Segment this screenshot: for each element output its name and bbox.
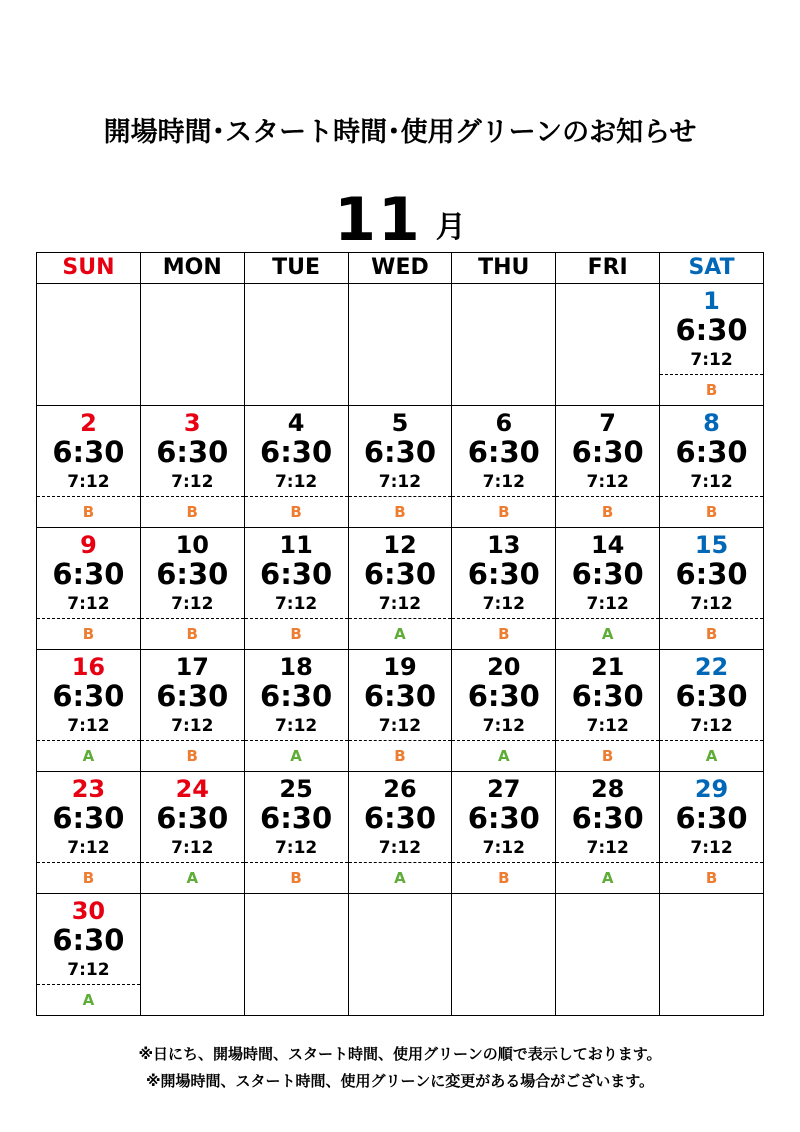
day-cell-content xyxy=(245,650,348,771)
day-cell-content xyxy=(37,894,140,1015)
green-course: A xyxy=(394,625,406,643)
month-unit: 月 xyxy=(435,210,466,245)
green-course: B xyxy=(82,625,95,643)
day-number: 15 xyxy=(694,531,729,559)
opening-time: 6:30 xyxy=(52,923,125,957)
empty-cell-content xyxy=(556,284,659,405)
empty-cell-content xyxy=(245,284,348,405)
day-cell-content xyxy=(556,528,659,649)
green-course: B xyxy=(82,869,95,887)
calendar-table xyxy=(36,252,764,1016)
weekday-header-tue: TUE xyxy=(244,253,348,284)
opening-time: 6:30 xyxy=(675,679,748,713)
opening-time: 6:30 xyxy=(571,801,644,835)
start-time: 7:12 xyxy=(67,472,110,492)
day-number: 18 xyxy=(279,653,313,681)
day-number: 25 xyxy=(279,775,313,803)
dashed-divider xyxy=(141,618,244,619)
dashed-divider xyxy=(556,496,659,497)
day-cell-content xyxy=(349,406,452,527)
start-time: 7:12 xyxy=(274,838,318,858)
day-number: 20 xyxy=(487,653,521,681)
start-time: 7:12 xyxy=(586,594,629,614)
opening-time: 6:30 xyxy=(363,679,437,713)
start-time: 7:12 xyxy=(67,594,110,614)
day-cell-content xyxy=(660,284,763,405)
opening-time: 6:30 xyxy=(363,801,437,835)
green-course: B xyxy=(705,503,718,521)
start-time: 7:12 xyxy=(586,472,629,492)
day-number: 29 xyxy=(694,775,729,803)
day-cell xyxy=(348,528,452,650)
weekday-header-wed: WED xyxy=(348,253,452,284)
opening-time: 6:30 xyxy=(675,435,748,469)
green-course: A xyxy=(82,991,95,1009)
day-cell xyxy=(140,406,244,528)
day-cell-content xyxy=(660,528,763,649)
day-cell-content xyxy=(141,528,244,649)
day-number: 14 xyxy=(590,531,625,559)
dashed-divider xyxy=(141,740,244,741)
day-cell-content xyxy=(141,650,244,771)
green-course: B xyxy=(705,625,718,643)
day-cell xyxy=(452,772,556,894)
opening-time: 6:30 xyxy=(571,679,644,713)
footnote-display-order: ※日にち、開場時間、スタート時間、使用グリーンの順で表示しております。 xyxy=(138,1045,662,1063)
opening-time: 6:30 xyxy=(52,557,125,591)
dashed-divider xyxy=(37,618,140,619)
dashed-divider xyxy=(452,740,555,741)
day-cell xyxy=(244,772,348,894)
day-number: 2 xyxy=(80,409,97,437)
opening-time: 6:30 xyxy=(675,557,748,591)
day-cell-content xyxy=(452,406,555,527)
day-cell xyxy=(244,406,348,528)
start-time: 7:12 xyxy=(690,838,733,858)
opening-time: 6:30 xyxy=(52,435,125,469)
day-number: 27 xyxy=(487,775,521,803)
day-cell xyxy=(660,284,764,406)
dashed-divider xyxy=(37,740,140,741)
green-course: B xyxy=(705,869,718,887)
start-time: 7:12 xyxy=(690,472,733,492)
start-time: 7:12 xyxy=(482,716,525,736)
empty-cell-content xyxy=(452,284,555,405)
day-cell-content xyxy=(245,772,348,893)
opening-time: 6:30 xyxy=(156,679,229,713)
day-cell-content xyxy=(556,406,659,527)
dashed-divider xyxy=(141,862,244,863)
dashed-divider xyxy=(245,496,348,497)
day-cell-content xyxy=(452,528,555,649)
weekday-header-fri: FRI xyxy=(556,253,660,284)
opening-time: 6:30 xyxy=(675,801,748,835)
day-cell xyxy=(660,528,764,650)
dashed-divider xyxy=(245,862,348,863)
empty-cell xyxy=(556,284,660,406)
green-course: A xyxy=(186,869,199,887)
day-cell-content xyxy=(452,772,555,893)
day-cell xyxy=(348,772,452,894)
empty-cell xyxy=(452,894,556,1016)
dashed-divider xyxy=(245,740,348,741)
start-time: 7:12 xyxy=(274,472,318,492)
dashed-divider xyxy=(452,496,555,497)
dashed-divider xyxy=(245,618,348,619)
day-cell-content xyxy=(37,406,140,527)
start-time: 7:12 xyxy=(67,960,110,980)
calendar-week-row xyxy=(37,894,764,1016)
opening-time: 6:30 xyxy=(467,557,540,591)
day-cell-content xyxy=(37,772,140,893)
empty-cell-content xyxy=(245,894,348,1015)
dashed-divider xyxy=(556,862,659,863)
weekday-header-thu: THU xyxy=(452,253,556,284)
weekday-header-mon: MON xyxy=(140,253,244,284)
calendar-week-row xyxy=(37,406,764,528)
day-cell xyxy=(37,406,141,528)
day-cell xyxy=(556,406,660,528)
empty-cell-content xyxy=(37,284,140,405)
green-course: B xyxy=(186,503,198,521)
day-number: 12 xyxy=(383,531,417,559)
calendar-body xyxy=(37,284,764,1016)
empty-cell xyxy=(244,894,348,1016)
empty-cell-content xyxy=(660,894,763,1015)
weekday-header-row xyxy=(37,253,764,284)
day-cell-content xyxy=(349,772,452,893)
page-title: 開場時間･スタート時間･使用グリーンのお知らせ xyxy=(103,117,697,148)
day-cell xyxy=(452,406,556,528)
opening-time: 6:30 xyxy=(52,679,125,713)
opening-time: 6:30 xyxy=(363,435,437,469)
day-cell xyxy=(37,894,141,1016)
green-course: B xyxy=(498,869,510,887)
start-time: 7:12 xyxy=(690,716,733,736)
green-course: B xyxy=(186,747,198,765)
dashed-divider xyxy=(141,496,244,497)
green-course: B xyxy=(186,625,198,643)
green-course: A xyxy=(290,747,302,765)
green-course: B xyxy=(705,381,718,399)
empty-cell-content xyxy=(141,284,244,405)
opening-time: 6:30 xyxy=(260,801,333,835)
opening-time: 6:30 xyxy=(675,313,748,347)
opening-time: 6:30 xyxy=(156,801,229,835)
green-course: B xyxy=(290,869,302,887)
day-cell-content xyxy=(141,772,244,893)
start-time: 7:12 xyxy=(171,838,214,858)
dashed-divider xyxy=(349,496,452,497)
start-time: 7:12 xyxy=(690,350,733,370)
start-time: 7:12 xyxy=(378,594,422,614)
dashed-divider xyxy=(556,740,659,741)
start-time: 7:12 xyxy=(586,838,629,858)
day-number: 5 xyxy=(391,409,409,437)
dashed-divider xyxy=(660,862,763,863)
dashed-divider xyxy=(660,618,763,619)
green-course: B xyxy=(601,503,614,521)
start-time: 7:12 xyxy=(67,716,110,736)
month-number: 11 xyxy=(334,185,422,255)
month-heading xyxy=(0,185,800,255)
day-cell xyxy=(244,650,348,772)
day-cell xyxy=(37,528,141,650)
day-cell xyxy=(556,650,660,772)
day-cell-content xyxy=(349,528,452,649)
dashed-divider xyxy=(349,862,452,863)
green-course: B xyxy=(394,747,406,765)
day-cell-content xyxy=(556,772,659,893)
opening-time: 6:30 xyxy=(467,679,540,713)
calendar-week-row xyxy=(37,284,764,406)
opening-time: 6:30 xyxy=(467,435,540,469)
day-cell-content xyxy=(349,650,452,771)
day-number: 8 xyxy=(703,409,720,437)
day-cell-content xyxy=(141,406,244,527)
green-course: B xyxy=(498,503,510,521)
day-number: 3 xyxy=(183,409,201,437)
day-cell xyxy=(348,406,452,528)
empty-cell-content xyxy=(452,894,555,1015)
empty-cell xyxy=(660,894,764,1016)
start-time: 7:12 xyxy=(586,716,629,736)
day-number: 1 xyxy=(703,287,720,315)
dashed-divider xyxy=(556,618,659,619)
day-cell xyxy=(660,772,764,894)
day-cell xyxy=(556,772,660,894)
empty-cell xyxy=(37,284,141,406)
day-cell xyxy=(452,528,556,650)
dashed-divider xyxy=(452,862,555,863)
day-number: 16 xyxy=(71,653,106,681)
green-course: B xyxy=(394,503,406,521)
green-course: B xyxy=(82,503,95,521)
day-cell-content xyxy=(245,406,348,527)
day-number: 17 xyxy=(175,653,209,681)
empty-cell xyxy=(348,284,452,406)
empty-cell xyxy=(140,894,244,1016)
day-cell xyxy=(660,650,764,772)
day-number: 23 xyxy=(71,775,106,803)
day-number: 10 xyxy=(175,531,209,559)
footnote-change-notice: ※開場時間、スタート時間、使用グリーンに変更がある場合がございます。 xyxy=(145,1072,655,1090)
calendar-week-row xyxy=(37,772,764,894)
empty-cell xyxy=(556,894,660,1016)
start-time: 7:12 xyxy=(378,838,422,858)
green-course: A xyxy=(82,747,95,765)
green-course: A xyxy=(497,747,510,765)
day-cell xyxy=(140,528,244,650)
start-time: 7:12 xyxy=(690,594,733,614)
start-time: 7:12 xyxy=(482,594,525,614)
start-time: 7:12 xyxy=(378,716,422,736)
dashed-divider xyxy=(349,740,452,741)
green-course: B xyxy=(290,625,302,643)
day-cell xyxy=(140,772,244,894)
day-number: 28 xyxy=(590,775,625,803)
empty-cell-content xyxy=(349,284,452,405)
day-cell xyxy=(37,650,141,772)
opening-time: 6:30 xyxy=(571,557,644,591)
dashed-divider xyxy=(660,374,763,375)
dashed-divider xyxy=(37,862,140,863)
empty-cell-content xyxy=(556,894,659,1015)
day-number: 7 xyxy=(599,409,616,437)
green-course: A xyxy=(601,869,614,887)
day-cell xyxy=(452,650,556,772)
opening-time: 6:30 xyxy=(260,557,333,591)
calendar-week-row xyxy=(37,528,764,650)
start-time: 7:12 xyxy=(274,716,318,736)
day-number: 9 xyxy=(80,531,97,559)
dashed-divider xyxy=(37,496,140,497)
day-cell xyxy=(660,406,764,528)
opening-time: 6:30 xyxy=(571,435,644,469)
start-time: 7:12 xyxy=(482,472,525,492)
green-course: B xyxy=(498,625,510,643)
opening-time: 6:30 xyxy=(260,679,333,713)
start-time: 7:12 xyxy=(171,716,214,736)
day-number: 26 xyxy=(383,775,417,803)
green-course: A xyxy=(394,869,406,887)
day-number: 11 xyxy=(279,531,313,559)
day-cell-content xyxy=(556,650,659,771)
start-time: 7:12 xyxy=(171,594,214,614)
opening-time: 6:30 xyxy=(467,801,540,835)
day-number: 13 xyxy=(487,531,521,559)
green-course: A xyxy=(601,625,614,643)
day-number: 30 xyxy=(71,897,106,925)
dashed-divider xyxy=(37,984,140,985)
dashed-divider xyxy=(660,496,763,497)
day-number: 4 xyxy=(287,409,305,437)
weekday-header-sun: SUN xyxy=(37,253,141,284)
green-course: B xyxy=(290,503,302,521)
empty-cell-content xyxy=(349,894,452,1015)
opening-time: 6:30 xyxy=(52,801,125,835)
day-number: 6 xyxy=(495,409,513,437)
day-cell-content xyxy=(660,650,763,771)
start-time: 7:12 xyxy=(171,472,214,492)
opening-time: 6:30 xyxy=(260,435,333,469)
empty-cell xyxy=(348,894,452,1016)
empty-cell-content xyxy=(141,894,244,1015)
day-number: 19 xyxy=(383,653,417,681)
opening-time: 6:30 xyxy=(156,435,229,469)
dashed-divider xyxy=(660,740,763,741)
day-cell xyxy=(37,772,141,894)
green-course: A xyxy=(705,747,718,765)
empty-cell xyxy=(452,284,556,406)
day-cell-content xyxy=(660,772,763,893)
day-cell-content xyxy=(245,528,348,649)
day-cell-content xyxy=(37,650,140,771)
dashed-divider xyxy=(349,618,452,619)
weekday-header-sat: SAT xyxy=(660,253,764,284)
day-cell-content xyxy=(37,528,140,649)
day-number: 21 xyxy=(590,653,625,681)
start-time: 7:12 xyxy=(274,594,318,614)
day-cell-content xyxy=(660,406,763,527)
empty-cell xyxy=(244,284,348,406)
day-cell-content xyxy=(452,650,555,771)
opening-time: 6:30 xyxy=(363,557,437,591)
day-cell xyxy=(244,528,348,650)
day-cell xyxy=(140,650,244,772)
opening-time: 6:30 xyxy=(156,557,229,591)
green-course: B xyxy=(601,747,614,765)
dashed-divider xyxy=(452,618,555,619)
day-cell xyxy=(348,650,452,772)
day-cell xyxy=(556,528,660,650)
empty-cell xyxy=(140,284,244,406)
start-time: 7:12 xyxy=(378,472,422,492)
day-number: 22 xyxy=(694,653,729,681)
start-time: 7:12 xyxy=(67,838,110,858)
start-time: 7:12 xyxy=(482,838,525,858)
day-number: 24 xyxy=(175,775,209,803)
calendar-week-row xyxy=(37,650,764,772)
